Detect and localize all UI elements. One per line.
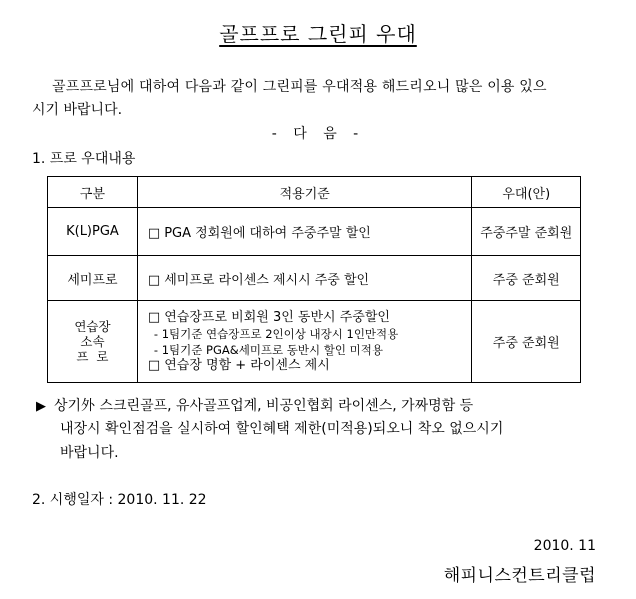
checkbox-icon: □	[147, 226, 161, 241]
row-detail-text: 연습장프로 비회원 3인 동반시 주중할인	[164, 309, 390, 325]
row-detail-main	[148, 358, 472, 374]
benefits-table	[47, 176, 581, 383]
center-heading: - 다 음 -	[271, 126, 365, 142]
section-2-label: 2. 시행일자 : 2010. 11. 22	[32, 492, 207, 508]
table-row	[48, 256, 581, 301]
footer-date: 2010. 11	[533, 538, 596, 554]
note-line-3: 바랍니다.	[60, 445, 119, 461]
footer-organization: 해피니스컨트리클럽	[443, 566, 596, 586]
row-benefit: 주중주말 준회원	[472, 208, 581, 256]
row-detail-text: PGA 정회원에 대하여 주중주말 할인	[164, 226, 371, 241]
intro-text-line-1: 골프프로님에 대하여 다음과 같이 그린피를 우대적용 해드리오니 많은 이용 있으	[52, 79, 547, 95]
checkbox-icon: □	[147, 357, 161, 373]
row-category-line: 소속	[80, 334, 105, 349]
row-category	[48, 301, 138, 383]
row-category: K(L)PGA	[48, 208, 138, 256]
row-detail-text: 연습장 명함 + 라이센스 제시	[164, 357, 330, 373]
section-1-label: 1. 프로 우대내용	[32, 151, 136, 167]
header-category: 구분	[48, 177, 138, 208]
table-row	[48, 208, 581, 256]
row-detail	[137, 301, 472, 383]
note-line-1	[36, 395, 473, 415]
row-detail-text: 세미프로 라이센스 제시시 주중 할인	[164, 272, 370, 288]
arrow-right-icon: ▶	[36, 399, 46, 414]
header-detail: 적용기준	[137, 177, 472, 208]
header-benefit: 우대(안)	[472, 177, 581, 208]
row-detail-main	[148, 310, 472, 326]
checkbox-icon: □	[147, 309, 161, 325]
note-text: 상기外 스크린골프, 유사골프업계, 비공인협회 라이센스, 가짜명함 등	[54, 398, 474, 414]
intro-text-line-2: 시기 바랍니다.	[32, 102, 123, 118]
row-detail	[137, 208, 472, 256]
row-benefit: 주중 준회원	[472, 256, 581, 301]
row-detail	[137, 256, 472, 301]
table-header-row	[48, 177, 581, 208]
row-category-line: 연습장	[74, 319, 111, 334]
checkbox-icon: □	[147, 272, 161, 288]
note-line-2: 내장시 확인점검을 실시하여 할인혜택 제한(미적용)되오니 착오 없으시기	[60, 421, 504, 437]
row-detail-sub: - 1팀기준 PGA&세미프로 동반시 할인 미적용	[153, 342, 383, 357]
page-title: 골프프로 그린피 우대	[219, 22, 417, 46]
row-category: 세미프로	[48, 256, 138, 301]
row-category-line: 프 로	[76, 349, 109, 364]
row-detail-sub: - 1팀기준 연습장프로 2인이상 내장시 1인만적용	[153, 326, 399, 341]
row-benefit: 주중 준회원	[472, 301, 581, 383]
table-row	[48, 301, 581, 383]
